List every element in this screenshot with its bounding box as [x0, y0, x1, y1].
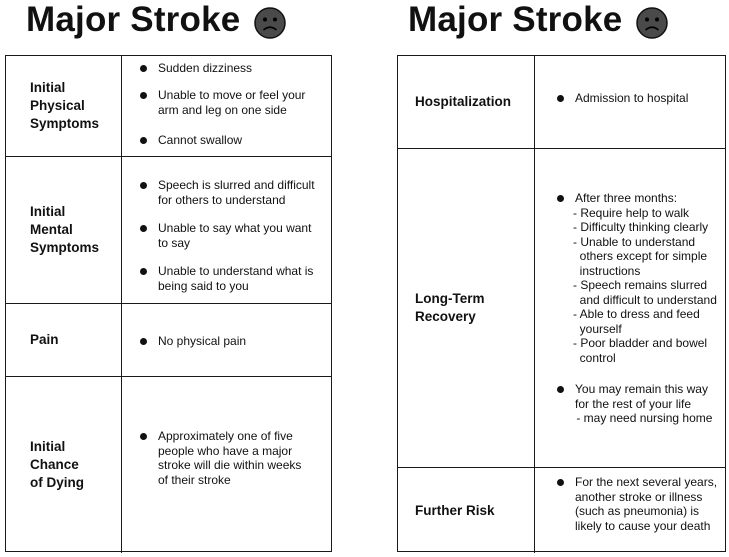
- bullet-text-line: others except for simple: [573, 249, 708, 263]
- right-recovery-table: [397, 55, 726, 552]
- bullet-text-line: Speech is slurred and difficult: [158, 178, 315, 192]
- row-label: [398, 56, 535, 148]
- frowning-face-icon: [636, 7, 668, 39]
- right-title-text: Major Stroke: [408, 0, 623, 39]
- bullet-text-line: stroke will die within weeks: [158, 458, 302, 472]
- table-row: [6, 304, 331, 377]
- bullet-text-line: instructions: [573, 263, 641, 278]
- bullet-text-line: Sudden dizziness: [158, 61, 253, 75]
- bullet-text-line: to say: [158, 235, 191, 250]
- row-label: [398, 149, 535, 467]
- row-label-line: Long-Term: [415, 291, 485, 306]
- bullet-text-line: of their stroke: [158, 472, 231, 487]
- bullet-text-line: Approximately one of five: [158, 429, 293, 443]
- row-label-line: Hospitalization: [415, 94, 512, 109]
- row-label-line: Chance: [30, 457, 79, 472]
- row-content: [535, 149, 725, 467]
- row-label-line: Symptoms: [30, 240, 100, 255]
- bullet-text-line: After three months:: [575, 191, 678, 205]
- bullet-item: [136, 264, 325, 293]
- bullet-text-line: For the next several years,: [575, 475, 718, 489]
- row-content: [122, 377, 331, 553]
- bullet-text-line: Admission to hospital: [575, 91, 689, 105]
- left-title-text: Major Stroke: [26, 0, 241, 39]
- row-label-line: Initial: [30, 80, 66, 95]
- table-row: [6, 56, 331, 157]
- bullet-text-line: another stroke or illness: [575, 489, 703, 504]
- row-content: [535, 468, 725, 553]
- bullet-text-line: - Speech remains slurred: [573, 278, 708, 292]
- bullet-item: [136, 133, 325, 148]
- table-row: [6, 377, 331, 553]
- bullet-text-line: - Unable to understand: [573, 234, 696, 249]
- bullet-text-line: Cannot swallow: [158, 133, 243, 147]
- row-label: [398, 468, 535, 553]
- bullet-text-line: control: [573, 350, 616, 365]
- row-label: [6, 304, 122, 376]
- bullet-text-line: for others to understand: [158, 192, 286, 207]
- bullet-text-line: arm and leg on one side: [158, 102, 287, 117]
- row-label: [6, 56, 122, 156]
- bullet-text-line: likely to cause your death: [575, 518, 711, 533]
- row-label-line: of Dying: [30, 475, 84, 490]
- frowning-face-icon: [254, 7, 286, 39]
- bullet-text-line: for the rest of your life: [575, 396, 692, 411]
- bullet-text-line: Unable to understand what is: [158, 264, 314, 278]
- row-label-line: Symptoms: [30, 116, 100, 131]
- row-label: [6, 377, 122, 553]
- left-symptoms-table: [5, 55, 332, 552]
- row-label: [6, 157, 122, 303]
- table-row: [6, 157, 331, 304]
- bullet-text-line: yourself: [573, 321, 622, 336]
- table-row: [398, 56, 725, 149]
- right-page-title: [408, 0, 668, 40]
- row-content: [122, 56, 331, 156]
- row-content: [535, 56, 725, 148]
- bullet-item: [136, 429, 325, 487]
- bullet-text-line: and difficult to understand: [573, 292, 717, 307]
- bullet-text-line: - may need nursing home: [573, 411, 713, 425]
- row-label-line: Mental: [30, 222, 73, 237]
- bullet-text-line: You may remain this way: [575, 382, 708, 396]
- bullet-item: [136, 88, 325, 117]
- bullet-item: [136, 221, 325, 250]
- bullet-text-line: Unable to move or feel your: [158, 88, 306, 102]
- row-content: [122, 157, 331, 303]
- bullet-item: [136, 334, 325, 349]
- row-label-line: Initial: [30, 204, 66, 219]
- bullet-text-line: people who have a major: [158, 443, 293, 458]
- table-row: [398, 149, 725, 468]
- bullet-text-line: - Poor bladder and bowel: [573, 336, 708, 350]
- table-row: [398, 468, 725, 553]
- row-label-line: Recovery: [415, 309, 476, 324]
- bullet-text-line: - Require help to walk: [573, 205, 690, 220]
- row-label-line: Initial: [30, 439, 66, 454]
- row-label-line: Physical: [30, 98, 85, 113]
- bullet-item: [553, 191, 719, 365]
- row-label-line: Pain: [30, 332, 59, 347]
- bullet-text-line: - Able to dress and feed: [573, 307, 700, 321]
- left-page-title: [26, 0, 286, 40]
- row-label-line: Further Risk: [415, 502, 495, 518]
- bullet-item: [136, 178, 325, 207]
- row-content: [122, 304, 331, 376]
- bullet-item: [136, 61, 325, 76]
- bullet-text-line: (such as pneumonia) is: [575, 504, 700, 518]
- bullet-text-line: No physical pain: [158, 334, 247, 348]
- bullet-item: [553, 91, 719, 106]
- bullet-item: [553, 382, 719, 426]
- bullet-item: [553, 475, 719, 533]
- bullet-text-line: being said to you: [158, 278, 249, 293]
- bullet-text-line: Unable to say what you want: [158, 221, 312, 235]
- bullet-text-line: - Difficulty thinking clearly: [573, 220, 709, 234]
